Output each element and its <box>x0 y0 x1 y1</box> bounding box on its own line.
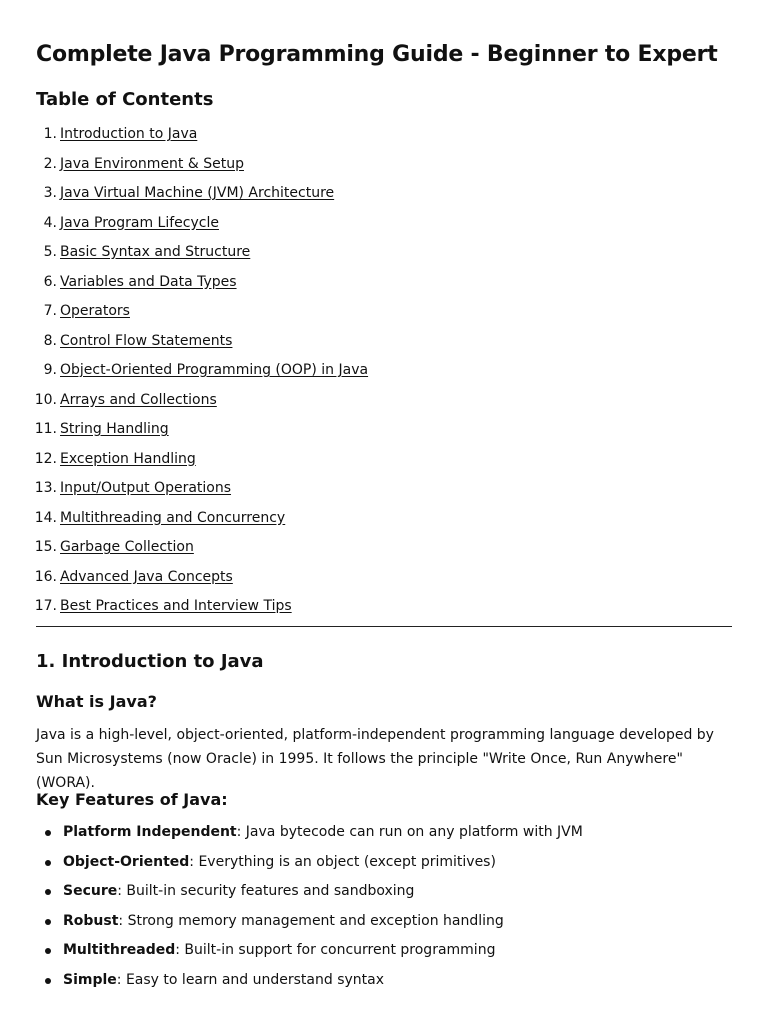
feature-term: Multithreaded <box>63 942 176 958</box>
toc-item <box>0 476 368 506</box>
toc-item-number: 6. <box>43 273 57 290</box>
toc-link-variables-data-types[interactable]: Variables and Data Types <box>60 273 237 290</box>
toc-item <box>0 270 368 300</box>
intro-paragraph: Java is a high-level, object-oriented, platform-independent programming language developed by Sun Microsystems (now Oracle) in 1995. It follows the principle "Write Once, Run Anywhere" (WORA). <box>36 727 714 791</box>
subheading-what-is-java: What is Java? <box>36 692 157 711</box>
table-of-contents <box>0 122 368 624</box>
feature-description: : Java bytecode can run on any platform with JVM <box>236 824 583 840</box>
subheading-key-features: Key Features of Java: <box>36 790 228 809</box>
toc-item <box>0 594 368 624</box>
toc-item-number: 12. <box>34 450 57 467</box>
section-heading-introduction: 1. Introduction to Java <box>36 651 264 672</box>
toc-item <box>0 329 368 359</box>
bullet-icon <box>45 919 51 925</box>
toc-item-number: 4. <box>43 214 57 231</box>
toc-item <box>0 181 368 211</box>
feature-item <box>36 968 583 998</box>
toc-item <box>0 299 368 329</box>
toc-item-number: 10. <box>34 391 57 408</box>
toc-item-number: 13. <box>34 480 57 496</box>
toc-link-io-operations[interactable]: Input/Output Operations <box>60 480 232 496</box>
feature-item <box>36 909 583 939</box>
toc-link-exception-handling[interactable]: Exception Handling <box>60 450 196 467</box>
toc-link-jvm-architecture[interactable]: Java Virtual Machine (JVM) Architecture <box>60 185 335 201</box>
bullet-icon <box>45 948 51 954</box>
feature-description: : Strong memory management and exception handling <box>118 912 504 929</box>
feature-description: : Built-in security features and sandboxing <box>117 883 415 899</box>
toc-item <box>0 358 368 388</box>
toc-link-best-practices[interactable]: Best Practices and Interview Tips <box>60 598 292 614</box>
feature-term: Object-Oriented <box>63 853 190 870</box>
feature-item <box>36 938 583 968</box>
feature-item <box>36 850 583 880</box>
toc-link-program-lifecycle[interactable]: Java Program Lifecycle <box>60 214 219 231</box>
toc-link-introduction[interactable]: Introduction to Java <box>60 126 198 142</box>
toc-link-basic-syntax[interactable]: Basic Syntax and Structure <box>60 244 251 260</box>
toc-item-number: 15. <box>34 539 57 555</box>
features-list <box>36 820 583 997</box>
feature-description: : Everything is an object (except primitives) <box>189 853 496 870</box>
toc-item-number: 11. <box>34 421 57 437</box>
bullet-icon <box>45 978 51 984</box>
toc-item-number: 14. <box>34 509 57 526</box>
toc-link-multithreading[interactable]: Multithreading and Concurrency <box>60 509 286 526</box>
toc-link-arrays-collections[interactable]: Arrays and Collections <box>60 391 217 408</box>
toc-item <box>0 240 368 270</box>
toc-item <box>0 417 368 447</box>
bullet-icon <box>45 860 51 866</box>
toc-link-control-flow[interactable]: Control Flow Statements <box>60 332 233 349</box>
toc-link-oop[interactable]: Object-Oriented Programming (OOP) in Java <box>60 362 369 378</box>
feature-term: Simple <box>63 971 117 988</box>
toc-item-number: 3. <box>43 185 57 201</box>
toc-item <box>0 447 368 477</box>
bullet-icon <box>45 889 51 895</box>
toc-item-number: 1. <box>43 126 57 142</box>
toc-item <box>0 152 368 182</box>
bullet-icon <box>45 830 51 836</box>
feature-term: Platform Independent <box>63 824 237 840</box>
toc-link-operators[interactable]: Operators <box>60 303 130 319</box>
toc-item-number: 2. <box>43 155 57 172</box>
toc-item <box>0 211 368 241</box>
toc-item-number: 7. <box>43 303 57 319</box>
page-title: Complete Java Programming Guide - Beginner to Expert <box>36 42 718 67</box>
feature-description: : Easy to learn and understand syntax <box>116 971 385 988</box>
toc-link-advanced-concepts[interactable]: Advanced Java Concepts <box>60 568 233 585</box>
toc-item <box>0 565 368 595</box>
toc-item-number: 5. <box>43 244 57 260</box>
toc-item <box>0 535 368 565</box>
toc-item-number: 16. <box>34 568 57 585</box>
feature-item <box>36 879 583 909</box>
toc-item <box>0 506 368 536</box>
toc-link-environment-setup[interactable]: Java Environment & Setup <box>60 155 244 172</box>
feature-item <box>36 820 583 850</box>
toc-link-string-handling[interactable]: String Handling <box>60 421 169 437</box>
toc-item <box>0 388 368 418</box>
toc-link-garbage-collection[interactable]: Garbage Collection <box>60 539 194 555</box>
feature-term: Robust <box>63 912 119 929</box>
toc-item-number: 17. <box>34 598 57 614</box>
toc-heading: Table of Contents <box>36 89 214 110</box>
feature-term: Secure <box>63 883 118 899</box>
toc-item <box>0 122 368 152</box>
section-divider <box>36 626 732 627</box>
feature-description: : Built-in support for concurrent programming <box>175 942 496 958</box>
toc-item-number: 9. <box>43 362 57 378</box>
toc-item-number: 8. <box>43 332 57 349</box>
